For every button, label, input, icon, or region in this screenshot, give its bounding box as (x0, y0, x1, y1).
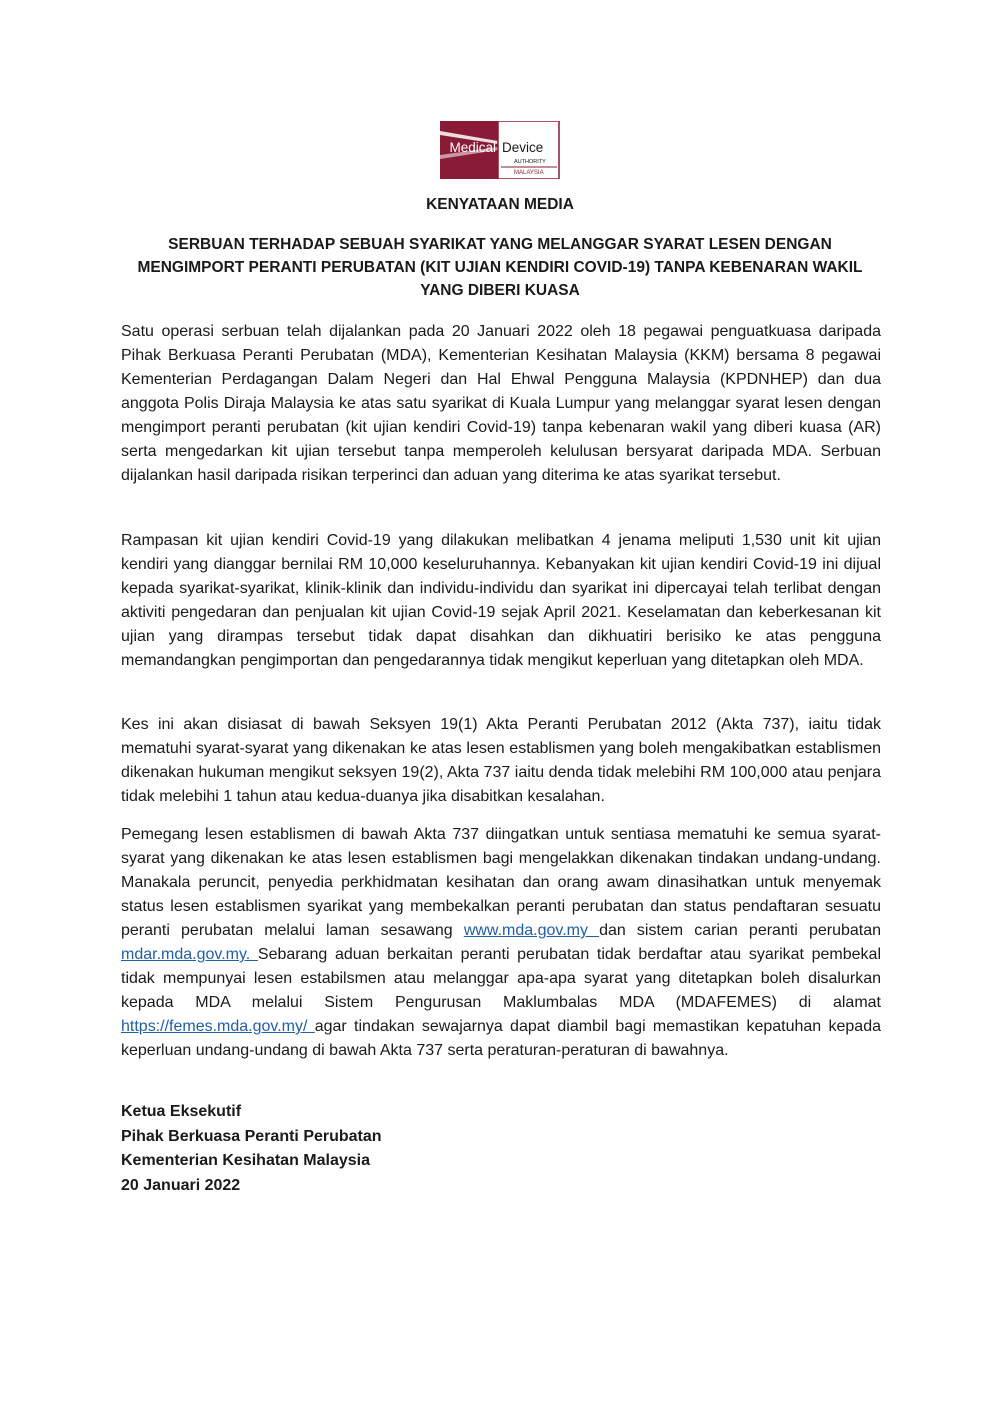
logo-word-device: Device (502, 140, 544, 155)
advisory-text-4: agar tindakan sewajarnya dapat diambil bagi memastikan kepatuhan kepada keperluan undang-undang di bawah Akta 737 serta peraturan-peraturan di bawahnya. (121, 1018, 881, 1059)
femes-portal-link[interactable]: https://femes.mda.gov.my/ (121, 1018, 315, 1035)
mda-logo (440, 121, 560, 179)
logo-word-authority: AUTHORITY (514, 159, 546, 165)
advisory-text-1: Pemegang lesen establismen di bawah Akta 737 diingatkan untuk sentiasa mematuhi ke semua syarat-syarat yang dikenakan ke atas lesen establismen bagi mengelakkan dikenakan tindakan undang-undang. Manakala peruncit, penyedia perkhidmatan kesihatan dan orang awam dinasihatkan untuk menyemak status lesen establismen syarikat yang membekalkan peranti perubatan dan status pendaftaran sesuatu peranti perubatan melalui laman sesawang (121, 826, 881, 939)
logo-word-malaysia: MALAYSIA (514, 170, 544, 176)
mda-logo-graphic (440, 121, 560, 179)
paragraph-legal-action: Kes ini akan disiasat di bawah Seksyen 19(1) Akta Peranti Perubatan 2012 (Akta 737), iaitu tidak mematuhi syarat-syarat yang dikenakan ke atas lesen establismen yang boleh mengakibatkan establismen dikenakan hukuman mengikut seksyen 19(2), Akta 737 iaitu denda tidak melebihi RM 100,000 atau penjara tidak melebihi 1 tahun atau kedua-duanya jika disabitkan kesalahan. (121, 716, 881, 805)
paragraph-seizure-details: Rampasan kit ujian kendiri Covid-19 yang dilakukan melibatkan 4 jenama meliputi 1,530 unit kit ujian kendiri yang dianggar bernilai RM 10,000 keseluruhannya. Kebanyakan kit ujian kendiri Covid-19 ini dijual kepada syarikat-syarikat, klinik-klinik dan individu-individu dan syarikat ini dipercayai telah terlibat dengan aktiviti pengedaran dan penjualan kit ujian Covid-19 sejak April 2021. Keselamatan dan keberkesanan kit ujian yang dirampas tersebut tidak dapat disahkan dan dikhuatiri berisiko ke atas pengguna memandangkan pengimportan dan pengedarannya tidak mengikut keperluan yang ditetapkan oleh MDA. (121, 532, 881, 669)
signature-authority: Pihak Berkuasa Peranti Perubatan (121, 1127, 382, 1145)
signature-title: Ketua Eksekutif (121, 1103, 242, 1120)
advisory-text-2: dan sistem carian peranti perubatan (599, 922, 882, 939)
mdar-search-link[interactable]: mdar.mda.gov.my. (121, 946, 258, 963)
paragraph-raid-operation: Satu operasi serbuan telah dijalankan pada 20 Januari 2022 oleh 18 pegawai penguatkuasa daripada Pihak Berkuasa Peranti Perubatan (MDA), Kementerian Kesihatan Malaysia (KKM) bersama 8 pegawai Kementerian Perdagangan Dalam Negeri dan Hal Ehwal Pengguna Malaysia (KPDNHEP) dan dua anggota Polis Diraja Malaysia ke atas satu syarikat di Kuala Lumpur yang melanggar syarat lesen dengan mengimport peranti perubatan (kit ujian kendiri Covid-19) tanpa kebenaran wakil yang diberi kuasa (AR) serta mengedarkan kit ujian tersebut tanpa memperoleh kelulusan bersyarat daripada MDA. Serbuan dijalankan hasil daripada risikan terperinci dan aduan yang diterima ke atas syarikat tersebut. (121, 323, 881, 484)
signature-ministry: Kementerian Kesihatan Malaysia (121, 1152, 370, 1169)
media-statement-heading: KENYATAAN MEDIA (426, 196, 574, 213)
advisory-text-3: Sebarang aduan berkaitan peranti perubatan tidak berdaftar atau syarikat pembekal tidak mempunyai lesen estabilsmen atau melanggar apa-apa syarat yang ditetapkan boleh disalurkan kepada MDA melalui Sistem Pengurusan Maklumbalas MDA (MDAFEMES) di alamat (121, 946, 882, 1011)
paragraph-advisory (121, 823, 881, 1063)
signature-date: 20 Januari 2022 (121, 1176, 241, 1194)
statement-title: SERBUAN TERHADAP SEBUAH SYARIKAT YANG MELANGGAR SYARAT LESEN DENGAN MENGIMPORT PERANTI PERUBATAN (KIT UJIAN KENDIRI COVID-19) TANPA KEBENARAN WAKIL YANG DIBERI KUASA (137, 236, 863, 299)
signature-block (121, 1100, 382, 1198)
mda-website-link[interactable]: www.mda.gov.my (463, 922, 600, 939)
logo-word-medical: Medical (449, 140, 496, 155)
